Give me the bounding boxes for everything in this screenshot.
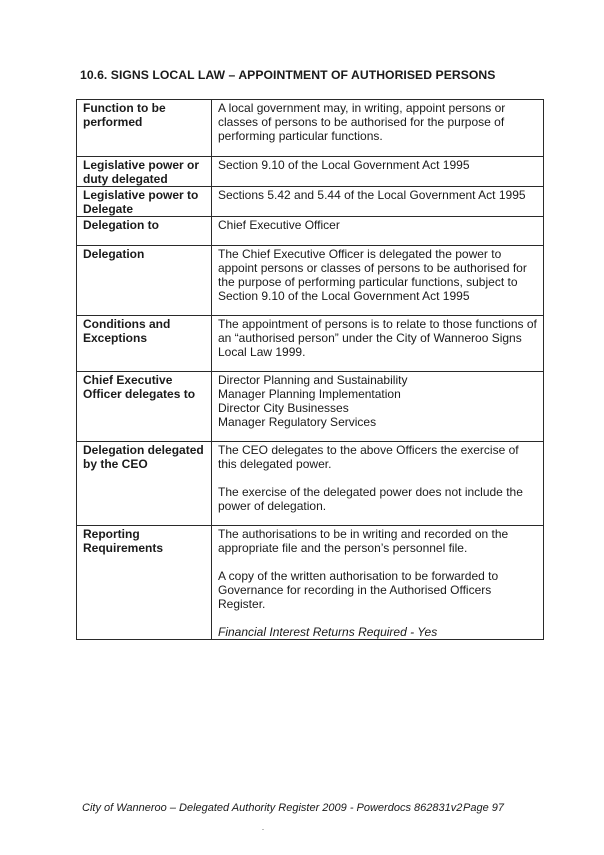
row-content xyxy=(212,442,544,526)
table-row-power-to-delegate xyxy=(77,187,544,217)
row-paragraph: A copy of the written authorisation to be forwarded to Governance for recording in the Authorised Officers Register. xyxy=(218,569,499,611)
row-content xyxy=(212,316,544,372)
officer-line: Director City Businesses xyxy=(218,401,349,415)
row-content xyxy=(212,526,544,640)
table-row-function xyxy=(77,100,544,157)
row-content xyxy=(212,187,544,217)
officer-line: Director Planning and Sustainability xyxy=(218,373,408,387)
table-row-conditions xyxy=(77,316,544,372)
row-content xyxy=(212,217,544,246)
row-paragraph: Chief Executive Officer xyxy=(218,218,340,232)
table-row-delegation xyxy=(77,246,544,316)
row-paragraph: The Chief Executive Officer is delegated the power to appoint persons or classes of persons to be authorised for the purpose of performing particular functions, subject to Section 9.10 of the Local Government Act 1995 xyxy=(218,247,527,303)
row-label: Delegation delegated by the CEO xyxy=(77,442,212,526)
row-label: Chief Executive Officer delegates to xyxy=(77,372,212,442)
row-label: Legislative power to Delegate xyxy=(77,187,212,217)
row-label: Function to be performed xyxy=(77,100,212,157)
table-row-legislative-power xyxy=(77,157,544,187)
row-label: Delegation to xyxy=(77,217,212,246)
row-content xyxy=(212,246,544,316)
row-content xyxy=(212,100,544,157)
row-paragraph: Sections 5.42 and 5.44 of the Local Government Act 1995 xyxy=(218,188,526,202)
section-heading: 10.6. SIGNS LOCAL LAW – APPOINTMENT OF AUTHORISED PERSONS xyxy=(80,68,496,82)
row-paragraph: The exercise of the delegated power does not include the power of delegation. xyxy=(218,485,523,513)
row-content xyxy=(212,157,544,187)
delegation-table xyxy=(76,99,544,640)
table-row-delegated-by-ceo xyxy=(77,442,544,526)
financial-interest-note: Financial Interest Returns Required - Yes xyxy=(218,625,438,639)
row-label: Conditions and Exceptions xyxy=(77,316,212,372)
row-paragraph: Section 9.10 of the Local Government Act 1995 xyxy=(218,158,470,172)
officer-line: Manager Planning Implementation xyxy=(218,387,401,401)
row-paragraph: A local government may, in writing, appoint persons or classes of persons to be authorised for the purpose of performing particular functions. xyxy=(218,101,506,143)
row-paragraph: The authorisations to be in writing and recorded on the appropriate file and the person’s personnel file. xyxy=(218,527,509,555)
scan-speck xyxy=(262,829,264,830)
row-label: Delegation xyxy=(77,246,212,316)
table-row-ceo-delegates xyxy=(77,372,544,442)
row-label: Reporting Requirements xyxy=(77,526,212,640)
footer-text: City of Wanneroo – Delegated Authority Register 2009 - Powerdocs 862831v2 xyxy=(82,802,463,814)
officer-line: Manager Regulatory Services xyxy=(218,415,377,429)
row-label: Legislative power or duty delegated xyxy=(77,157,212,187)
table-row-reporting xyxy=(77,526,544,640)
page-number: Page 97 xyxy=(463,802,504,814)
row-content xyxy=(212,372,544,442)
row-paragraph: The appointment of persons is to relate to those functions of an “authorised person” under the City of Wanneroo Signs Local Law 1999. xyxy=(218,317,537,359)
table-row-delegation-to xyxy=(77,217,544,246)
row-paragraph: The CEO delegates to the above Officers the exercise of this delegated power. xyxy=(218,443,519,471)
